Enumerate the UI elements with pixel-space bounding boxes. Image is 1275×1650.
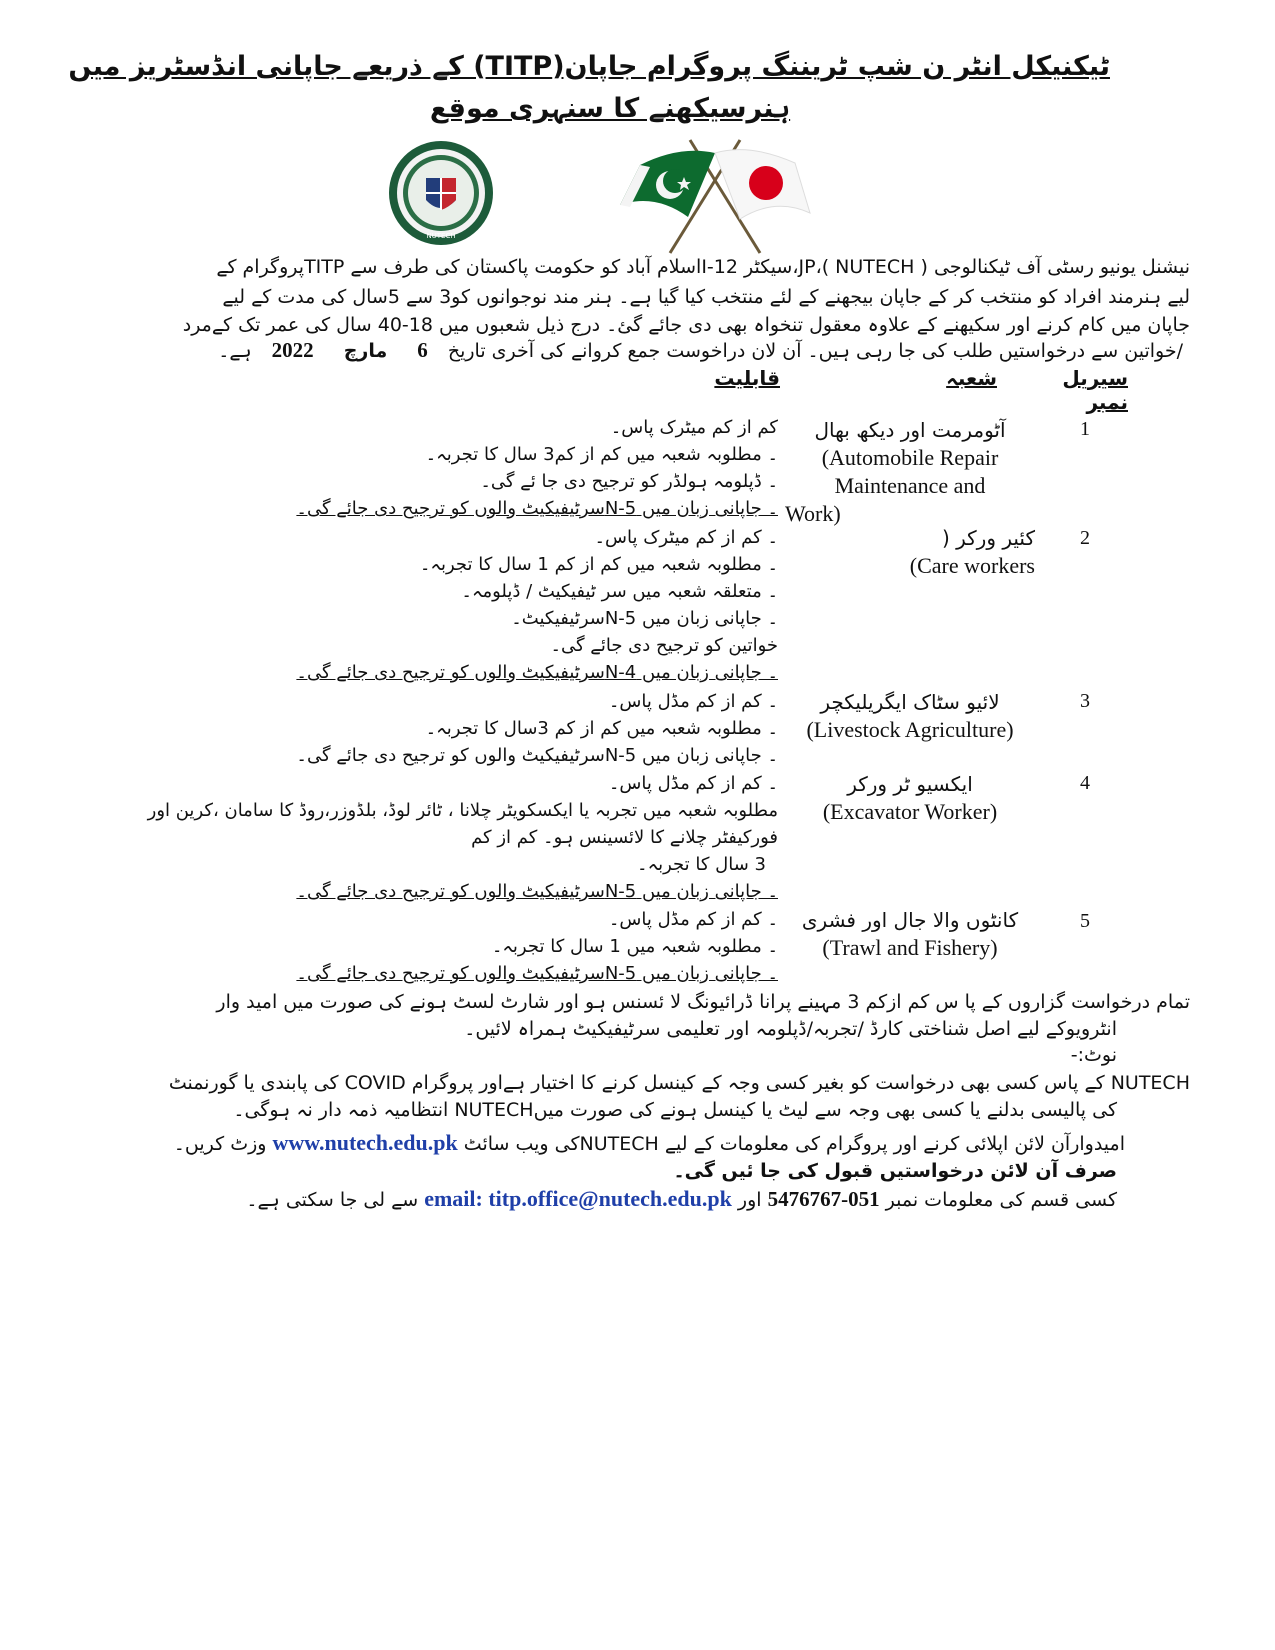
header-qualification: قابلیت: [714, 366, 780, 390]
deadline-year: 2022: [271, 338, 314, 362]
page-title-line1: ٹیکنیکل انٹر ن شپ ٹریننگ پروگرام جاپان(TITP) کے ذریعے جاپانی انڈسٹریز میں: [68, 51, 1110, 82]
qualification-item: ۔ جاپانی زبان میں N-5سرٹیفیکیٹ والوں کو ترجیح دی جائے گی۔: [296, 745, 778, 766]
qualification-preference: ۔ جاپانی زبان میں N-5سرٹیفیکیٹ والوں کو ترجیح دی جائے گی۔: [296, 881, 778, 902]
deadline-day: 6: [417, 338, 428, 362]
field-english: (Trawl and Fishery): [822, 935, 998, 960]
nutech-logo: [386, 138, 496, 248]
field-cell: [785, 416, 1035, 528]
website-line-suffix: وزٹ کریں۔: [173, 1133, 267, 1155]
note-line2: کی پالیسی بدلنے یا کسی بھی وجہ سے لیٹ یا کینسل ہونے کی صورت میںNUTECH انتظامیہ ذمہ دار نہ ہوگی۔: [233, 1099, 1117, 1121]
field-english: (Livestock Agriculture): [806, 717, 1014, 742]
field-cell: [785, 770, 1035, 826]
qualification-item: ۔ کم از کم میٹرک پاس۔: [594, 527, 778, 548]
contact-line-text: کسی قسم کی معلومات نمبر: [885, 1189, 1117, 1211]
qualification-item: 3 سال کا تجربہ۔: [637, 854, 766, 875]
requirements-line2: انٹرویوکے لیے اصل شناختی کارڈ /تجربہ/ڈپلومہ اور تعلیمی سرٹیفیکیٹ ہمراہ لائیں۔: [464, 1018, 1117, 1040]
qualification-preference: ۔ جاپانی زبان میں N-5سرٹیفیکیٹ والوں کو ترجیح دی جائے گی۔: [296, 498, 778, 519]
field-urdu: لائیو سٹاک ایگریلیکچر: [820, 690, 1000, 714]
qualification-cell: [296, 688, 778, 769]
website-link[interactable]: www.nutech.edu.pk: [272, 1130, 458, 1155]
qualification-item: کم از کم میٹرک پاس۔: [610, 417, 778, 438]
intro-line2: لیے ہنرمند افراد کو منتخب کر کے جاپان بیجھنے کے لئے منتخب کیا گیا ہے۔ ہنر مند نوجوانوں کو3 سے 5سال کی مدت کے لیے: [222, 286, 1190, 308]
field-urdu: کانٹوں والا جال اور فشری: [801, 908, 1019, 932]
row-number: 3: [1080, 690, 1090, 712]
field-english: Maintenance and: [834, 473, 986, 498]
qualification-item: ۔ کم از کم مڈل پاس۔: [608, 691, 778, 712]
contact-line-suffix: سے لی جا سکتی ہے۔: [246, 1189, 419, 1211]
qualification-item: ۔ مطلوبہ شعبہ میں کم از کم 3سال کا تجربہ۔: [425, 718, 778, 739]
field-urdu: آٹومرمت اور دیکھ بھال: [814, 418, 1006, 442]
website-line: [174, 1128, 1125, 1159]
email-link[interactable]: email: titp.office@nutech.edu.pk: [424, 1186, 732, 1211]
qualification-cell: [296, 906, 778, 987]
field-urdu: کئیر ورکر (: [941, 526, 1035, 550]
field-english: (Care workers: [909, 553, 1035, 578]
qualification-cell: [296, 524, 778, 686]
qualification-item: خواتین کو ترجیح دی جائے گی۔: [550, 635, 778, 656]
field-english: (Automobile Repair: [821, 445, 999, 470]
field-urdu: ایکسیو ٹر ورکر: [847, 772, 973, 796]
website-line-text: امیدوارآن لائن اپلائی کرنے اور پروگرام کی معلومات کے لیے NUTECHکی ویب سائٹ: [463, 1133, 1125, 1155]
deadline-suffix: ہے۔: [218, 340, 252, 362]
qualification-item: ۔ کم از کم مڈل پاس۔: [608, 773, 778, 794]
field-english: (Excavator Worker): [822, 799, 998, 824]
page-title-line2: ہنرسیکھنے کا سنہری موقع: [429, 93, 791, 124]
qualification-item: ۔ ڈپلومہ ہولڈر کو ترجیح دی جا ئے گی۔: [480, 471, 778, 492]
row-number: 1: [1080, 418, 1090, 440]
qualification-item: ۔ مطلوبہ شعبہ میں کم از کم3 سال کا تجربہ۔: [425, 444, 778, 465]
online-only-notice: صرف آن لائن درخواستیں قبول کی جا ئیں گی۔: [673, 1160, 1117, 1182]
row-number: 5: [1080, 910, 1090, 932]
field-cell: [785, 688, 1035, 744]
intro-line1: نیشنل یونیو رسٹی آف ٹیکنالوجی ( NUTECH )،JP،سیکٹر I-12اسلام آباد کو حکومت پاکستان کی طرف سے TITPپروگرام کے: [216, 256, 1190, 278]
intro-line3: جاپان میں کام کرنے اور سکیھنے کے علاوہ معقول تنخواہ بھی دی جائے گئ۔ درج ذیل شعبوں میں 18-40 سال کی عمر تک کےمرد: [182, 314, 1190, 336]
note-label: نوٹ:-: [1070, 1044, 1117, 1066]
qualification-item: ۔ جاپانی زبان میں N-5سرٹیفیکیٹ۔: [511, 608, 778, 629]
intro-line4: [218, 337, 1183, 364]
intro-line4-text: /خواتین سے درخواستیں طلب کی جا رہی ہیں۔ آن لان دراخوست جمع کروانے کی آخری تاریخ: [447, 340, 1183, 362]
qualification-item: ۔ متعلقہ شعبہ میں سر ٹیفیکیٹ / ڈپلومہ۔: [461, 581, 778, 602]
seal-bottom-text: NUTECH: [426, 232, 456, 240]
qualification-cell: [609, 770, 778, 797]
row-number: 2: [1080, 527, 1090, 549]
field-english: Work): [785, 501, 841, 526]
qualification-cell-wide: [78, 797, 778, 905]
pakistan-japan-flags-image: [610, 135, 820, 255]
header-field: شعبہ: [946, 366, 997, 390]
contact-line: [246, 1184, 1117, 1215]
pakistan-flag-icon: [620, 151, 715, 217]
header-serial: سیریل نمبر: [1062, 366, 1128, 414]
qualification-item: ۔ کم از کم مڈل پاس۔: [608, 909, 778, 930]
requirements-line1: تمام درخواست گزاروں کے پا س کم ازکم 3 مہینے پرانا ڈرائیونگ لا ئسنس ہو اور شارٹ لسٹ ہونے کی صورت میں امید وار: [216, 991, 1190, 1013]
qualification-item: ۔ مطلوبہ شعبہ میں 1 سال کا تجربہ۔: [491, 936, 778, 957]
note-line1: NUTECH کے پاس کسی بھی درخواست کو بغیر کسی وجہ کے کینسل کرنے کا اختیار ہےاور پروگرام COVID کی پابندی یا گورنمنٹ: [168, 1072, 1190, 1094]
qualification-preference: ۔ جاپانی زبان میں N-5سرٹیفیکیٹ والوں کو ترجیح دی جائے گی۔: [296, 963, 778, 984]
phone-number[interactable]: 051-5476767: [767, 1187, 880, 1211]
qualification-item: فورکیفٹر چلانے کا لائسینس ہو۔ کم از کم: [471, 827, 778, 848]
field-cell: [785, 524, 1035, 580]
row-number: 4: [1080, 772, 1090, 794]
qualification-preference: ۔ جاپانی زبان میں N-4سرٹیفیکیٹ والوں کو ترجیح دی جائے گی۔: [296, 662, 778, 683]
japan-flag-icon: [715, 150, 810, 219]
qualification-item: مطلوبہ شعبہ میں تجربہ یا ایکسکویٹر چلانا ، ٹائر لوڈ، بلڈوزر،روڈ کا سامان ،کرین اور: [147, 800, 778, 821]
deadline-month: مارچ: [343, 340, 388, 362]
qualification-cell: [296, 414, 778, 522]
qualification-item: ۔ مطلوبہ شعبہ میں کم از کم 1 سال کا تجربہ۔: [419, 554, 778, 575]
contact-and: اور: [737, 1189, 762, 1211]
field-cell: [785, 906, 1035, 962]
